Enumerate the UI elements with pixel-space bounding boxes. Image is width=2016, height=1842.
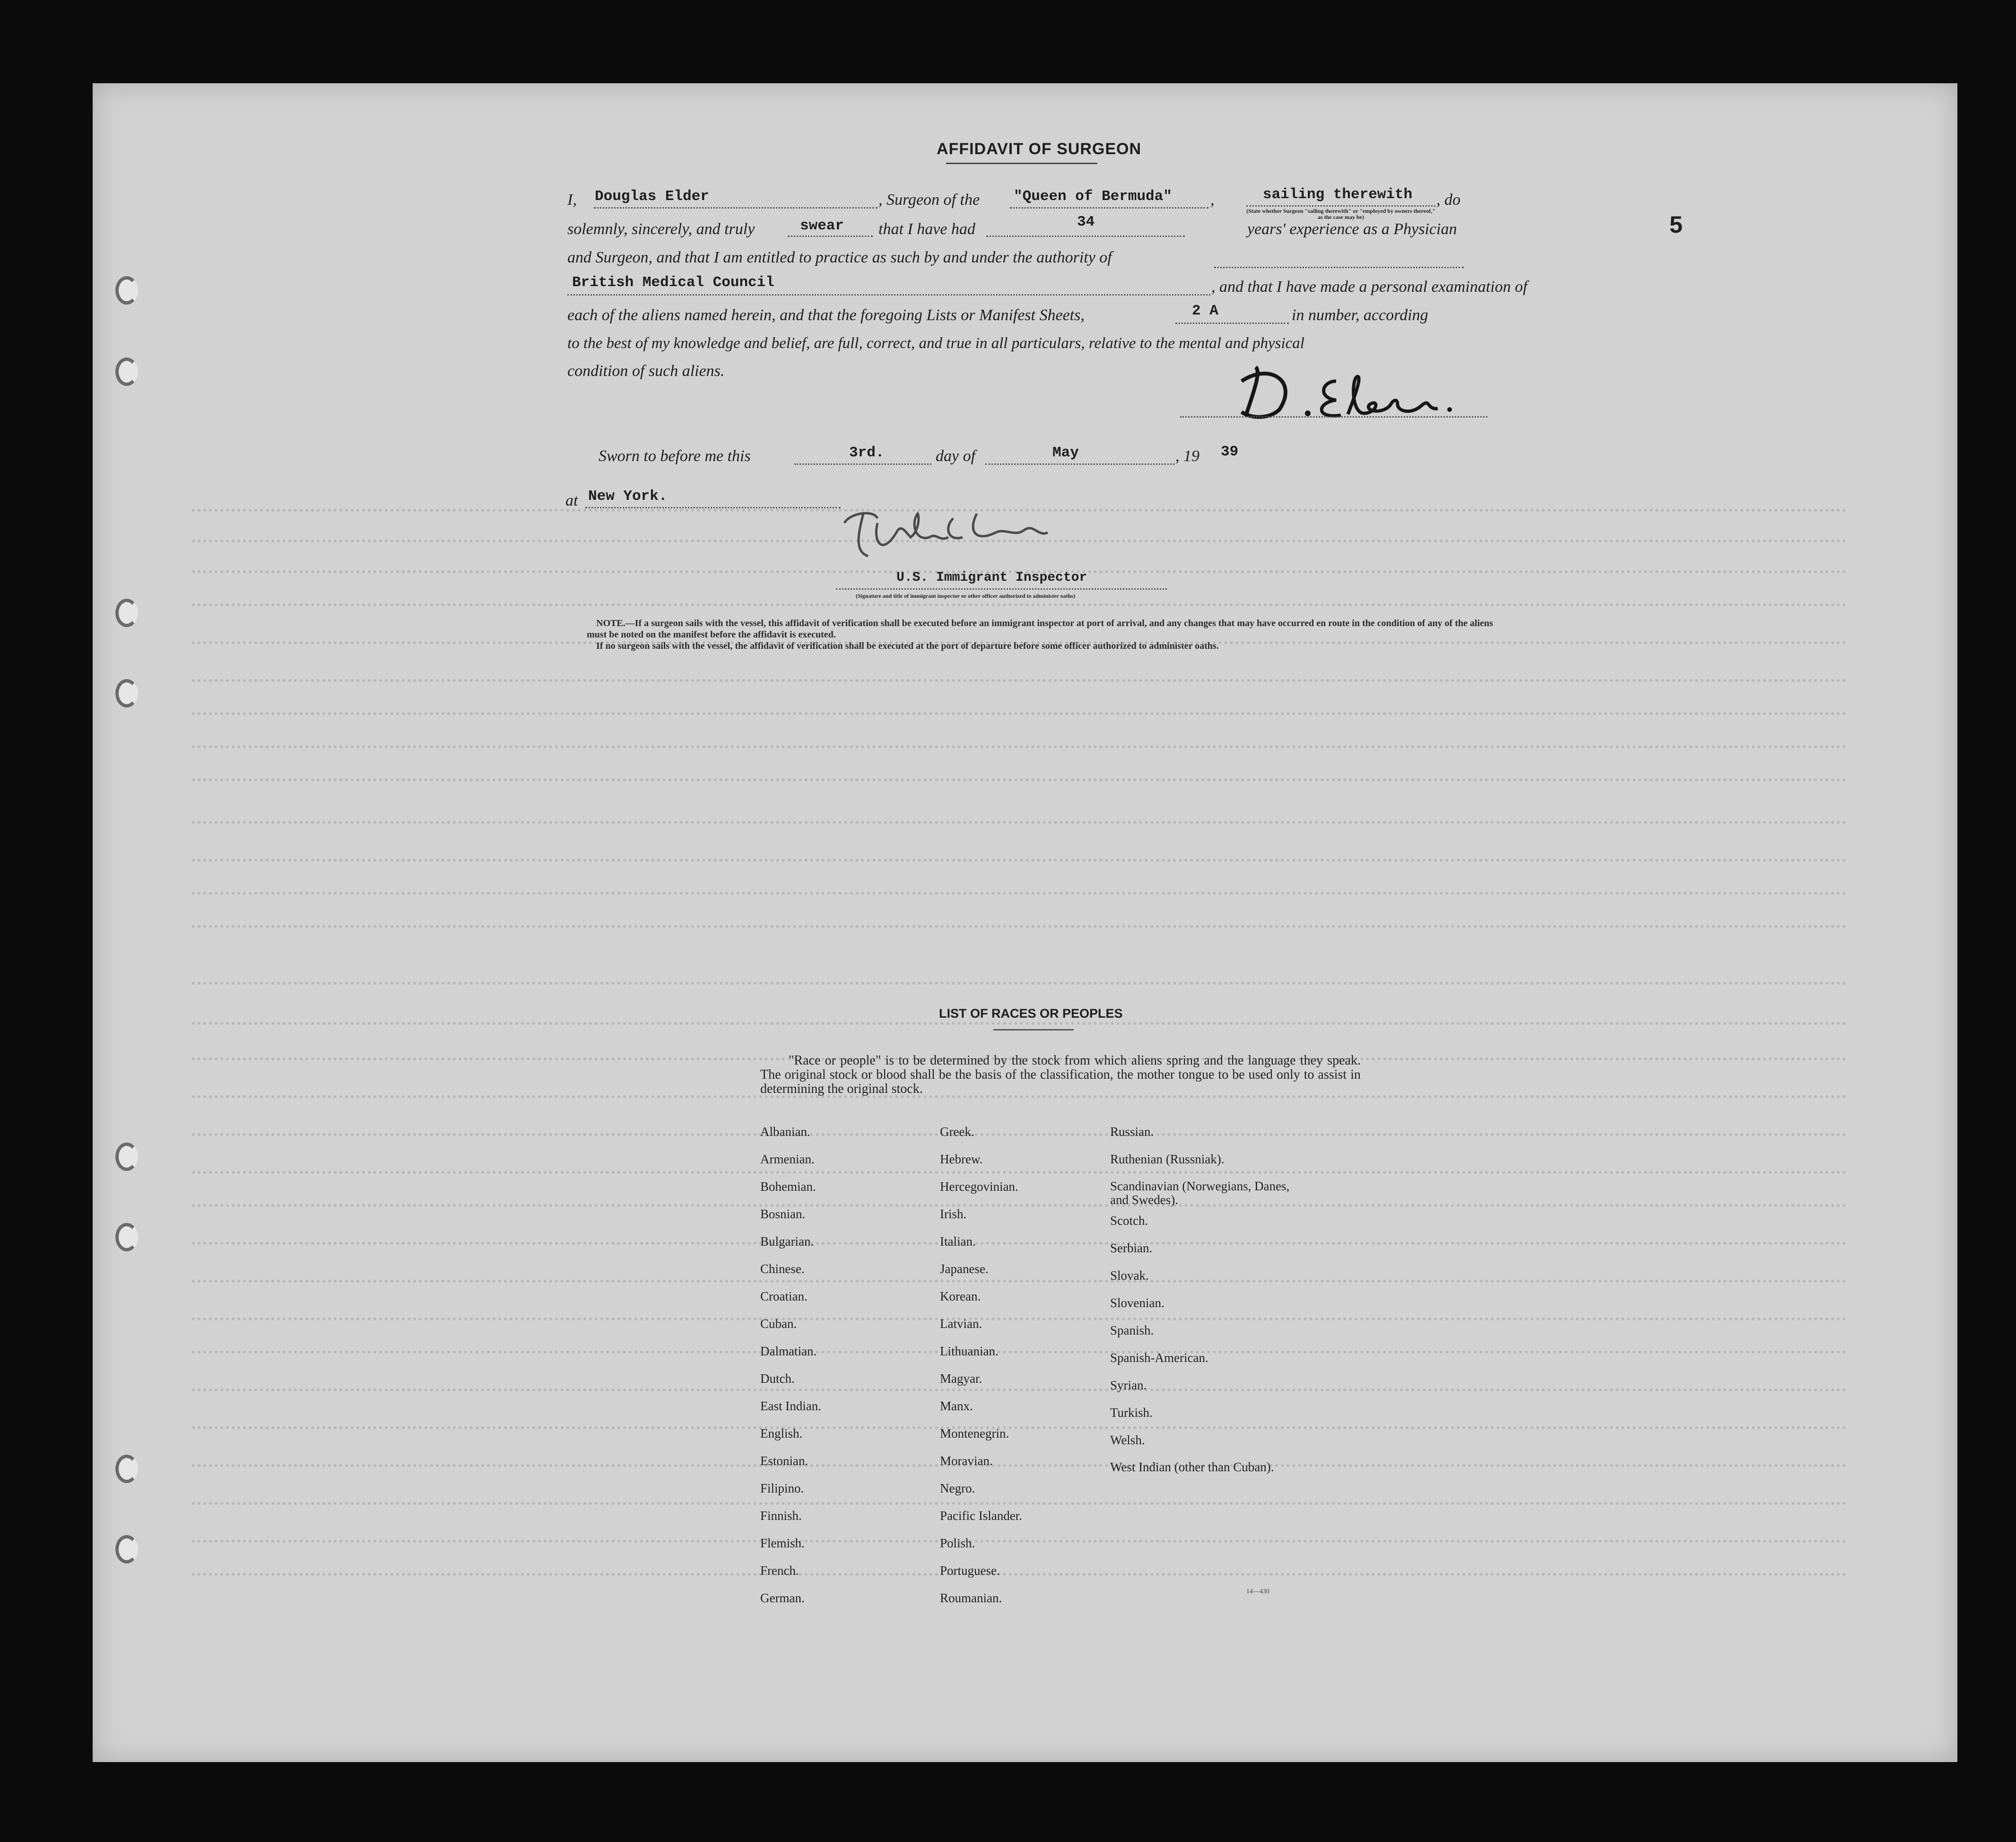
binder-hole-icon (115, 276, 138, 305)
race-item: Welsh. (1110, 1433, 1145, 1447)
race-item: Hercegovinian. (940, 1179, 1018, 1194)
note-text-2: If no surgeon sails with the vessel, the affidavit of verification shall be executed at the port of departure before some officer authorized to administer oaths. (596, 641, 1219, 651)
races-title: LIST OF RACES OR PEOPLES (939, 1006, 1123, 1021)
surgeon-capacity: sailing therewith (1263, 186, 1413, 203)
surgeon-signature (1227, 353, 1492, 433)
document-page (93, 83, 1957, 1762)
fill-line (986, 236, 1185, 237)
race-item: East Indian. (760, 1399, 821, 1413)
race-item: Irish. (940, 1207, 967, 1221)
race-item: Estonian. (760, 1454, 808, 1468)
affidavit-text: each of the aliens named herein, and that the foregoing Lists or Manifest Sheets, (567, 306, 1085, 324)
race-item: Japanese. (940, 1262, 989, 1276)
race-item: Spanish-American. (1110, 1351, 1208, 1365)
fill-line (585, 507, 841, 508)
binder-hole-icon (115, 1223, 138, 1251)
sworn-text: , 19 (1175, 447, 1199, 465)
sworn-text: Sworn to before me this (599, 447, 751, 465)
sworn-month: May (1052, 445, 1079, 461)
race-item: Lithuanian. (940, 1344, 999, 1358)
capacity-note: (State whether Surgeon "sailing therewith" or "employed by owners thereof," as the case may be) (1246, 208, 1435, 220)
races-instructions: "Race or people" is to be determined by the stock from which aliens spring and the language they speak. The original stock or blood shall be the basis of the classification, the mother tongue to be used only to assist in determining the original stock. (760, 1053, 1361, 1096)
race-item: Syrian. (1110, 1378, 1147, 1392)
sworn-place: New York. (588, 488, 668, 505)
race-item: Serbian. (1110, 1241, 1153, 1255)
binder-hole-icon (115, 1455, 138, 1483)
fill-line (594, 207, 878, 209)
race-item: Moravian. (940, 1454, 993, 1468)
race-item: Slovenian. (1110, 1296, 1164, 1310)
binder-hole-icon (115, 1535, 138, 1563)
binder-hole-icon (115, 358, 138, 386)
race-item: Bosnian. (760, 1207, 806, 1221)
affidavit-text: I, (567, 191, 577, 209)
fill-line (794, 463, 931, 465)
affidavit-text: years' experience as a Physician (1247, 220, 1457, 238)
race-item: Bulgarian. (760, 1234, 814, 1248)
binder-hole-icon (115, 679, 138, 707)
affidavit-text: , do (1436, 191, 1460, 209)
race-item: Scotch. (1110, 1213, 1148, 1228)
manifest-sheets: 2 A (1192, 303, 1218, 319)
surgeon-name: Douglas Elder (595, 188, 709, 205)
fill-line (1010, 207, 1208, 209)
sworn-year: 39 (1221, 444, 1239, 460)
race-item: Cuban. (760, 1317, 797, 1331)
race-item: Polish. (940, 1536, 975, 1550)
inspector-signature-text: Herbert J. Conly (835, 504, 838, 505)
affidavit-title: AFFIDAVIT OF SURGEON (937, 140, 1142, 158)
race-item: Chinese. (760, 1262, 805, 1276)
form-number: 14—430 (1246, 1588, 1269, 1595)
race-item: Pacific Islander. (940, 1509, 1022, 1523)
affidavit-text: condition of such aliens. (567, 362, 725, 380)
verification-note (587, 618, 1495, 652)
race-item: Latvian. (940, 1317, 982, 1331)
race-item: Hebrew. (940, 1152, 983, 1166)
page-number: 5 (1669, 211, 1683, 238)
affidavit-text: , and that I have made a personal examination of (1211, 278, 1528, 296)
sworn-day: 3rd. (849, 445, 885, 461)
race-item: Croatian. (760, 1289, 808, 1303)
race-item: Roumanian. (940, 1591, 1002, 1605)
title-underline (946, 163, 1097, 164)
fill-line (1246, 205, 1435, 207)
inspector-signature (835, 504, 1081, 570)
race-item: Ruthenian (Russniak). (1110, 1152, 1225, 1166)
affidavit-text: , (1210, 191, 1215, 209)
races-column-2 (940, 1118, 1022, 1612)
binder-hole-icon (115, 1143, 138, 1171)
race-item: German. (760, 1591, 805, 1605)
fill-line (788, 236, 873, 237)
race-item: Manx. (940, 1399, 973, 1413)
race-item: Albanian. (760, 1125, 810, 1139)
race-item: Russian. (1110, 1125, 1154, 1139)
race-item: Scandinavian (Norwegians, Danes, and Swedes). (1110, 1179, 1290, 1207)
race-item: West Indian (other than Cuban). (1110, 1460, 1274, 1474)
sworn-text: day of (936, 447, 976, 465)
race-item: Finnish. (760, 1509, 802, 1523)
fill-line (567, 294, 1210, 296)
inspector-title: U.S. Immigrant Inspector (896, 570, 1087, 585)
race-item: Slovak. (1110, 1268, 1149, 1283)
signature-line (1180, 416, 1487, 418)
race-item: Korean. (940, 1289, 981, 1303)
oath-word: swear (800, 218, 844, 234)
race-item: Magyar. (940, 1371, 982, 1386)
affidavit-text: in number, according (1292, 306, 1428, 324)
races-column-3 (1110, 1118, 1309, 1488)
race-item: Filipino. (760, 1481, 804, 1495)
race-item: French. (760, 1563, 799, 1578)
fill-line (1175, 323, 1289, 324)
affidavit-text: solemnly, sincerely, and truly (567, 220, 755, 238)
authority: British Medical Council (572, 274, 774, 291)
affidavit-text: and Surgeon, and that I am entitled to practice as such by and under the authority of (567, 249, 1112, 266)
affidavit-text: to the best of my knowledge and belief, are full, correct, and true in all particulars, relative to the mental and physical (567, 335, 1304, 352)
race-item: Armenian. (760, 1152, 815, 1166)
race-item: Negro. (940, 1481, 975, 1495)
fill-line (836, 588, 1167, 590)
affidavit-text: that I have had (878, 220, 975, 238)
races-title-underline (993, 1029, 1074, 1030)
race-item: Portuguese. (940, 1563, 1000, 1578)
race-item: Spanish. (1110, 1323, 1154, 1337)
race-item: Montenegrin. (940, 1426, 1009, 1440)
race-item: Italian. (940, 1234, 976, 1248)
race-item: English. (760, 1426, 803, 1440)
races-column-1 (760, 1118, 821, 1612)
years-experience: 34 (1077, 214, 1095, 230)
race-item: Flemish. (760, 1536, 805, 1550)
inspector-note: (Signature and title of immigrant inspector or other officer authorized to administer oaths) (856, 593, 1075, 599)
fill-line (1214, 267, 1464, 268)
fill-line (985, 463, 1174, 465)
sworn-text: at (565, 492, 578, 509)
race-item: Bohemian. (760, 1179, 816, 1194)
race-item: Greek. (940, 1125, 974, 1139)
binder-hole-icon (115, 599, 138, 627)
race-item: Dutch. (760, 1371, 795, 1386)
race-item: Dalmatian. (760, 1344, 817, 1358)
affidavit-text: , Surgeon of the (878, 191, 980, 209)
ship-name: "Queen of Bermuda" (1014, 188, 1172, 205)
race-item: Turkish. (1110, 1406, 1153, 1420)
note-text-1: NOTE.—If a surgeon sails with the vessel, this affidavit of verification shall be executed before an immigrant inspector at port of arrival, and any changes that may have occurred en route in the condition of any of the aliens must be noted on the manifest before the affidavit is executed. (587, 618, 1493, 640)
